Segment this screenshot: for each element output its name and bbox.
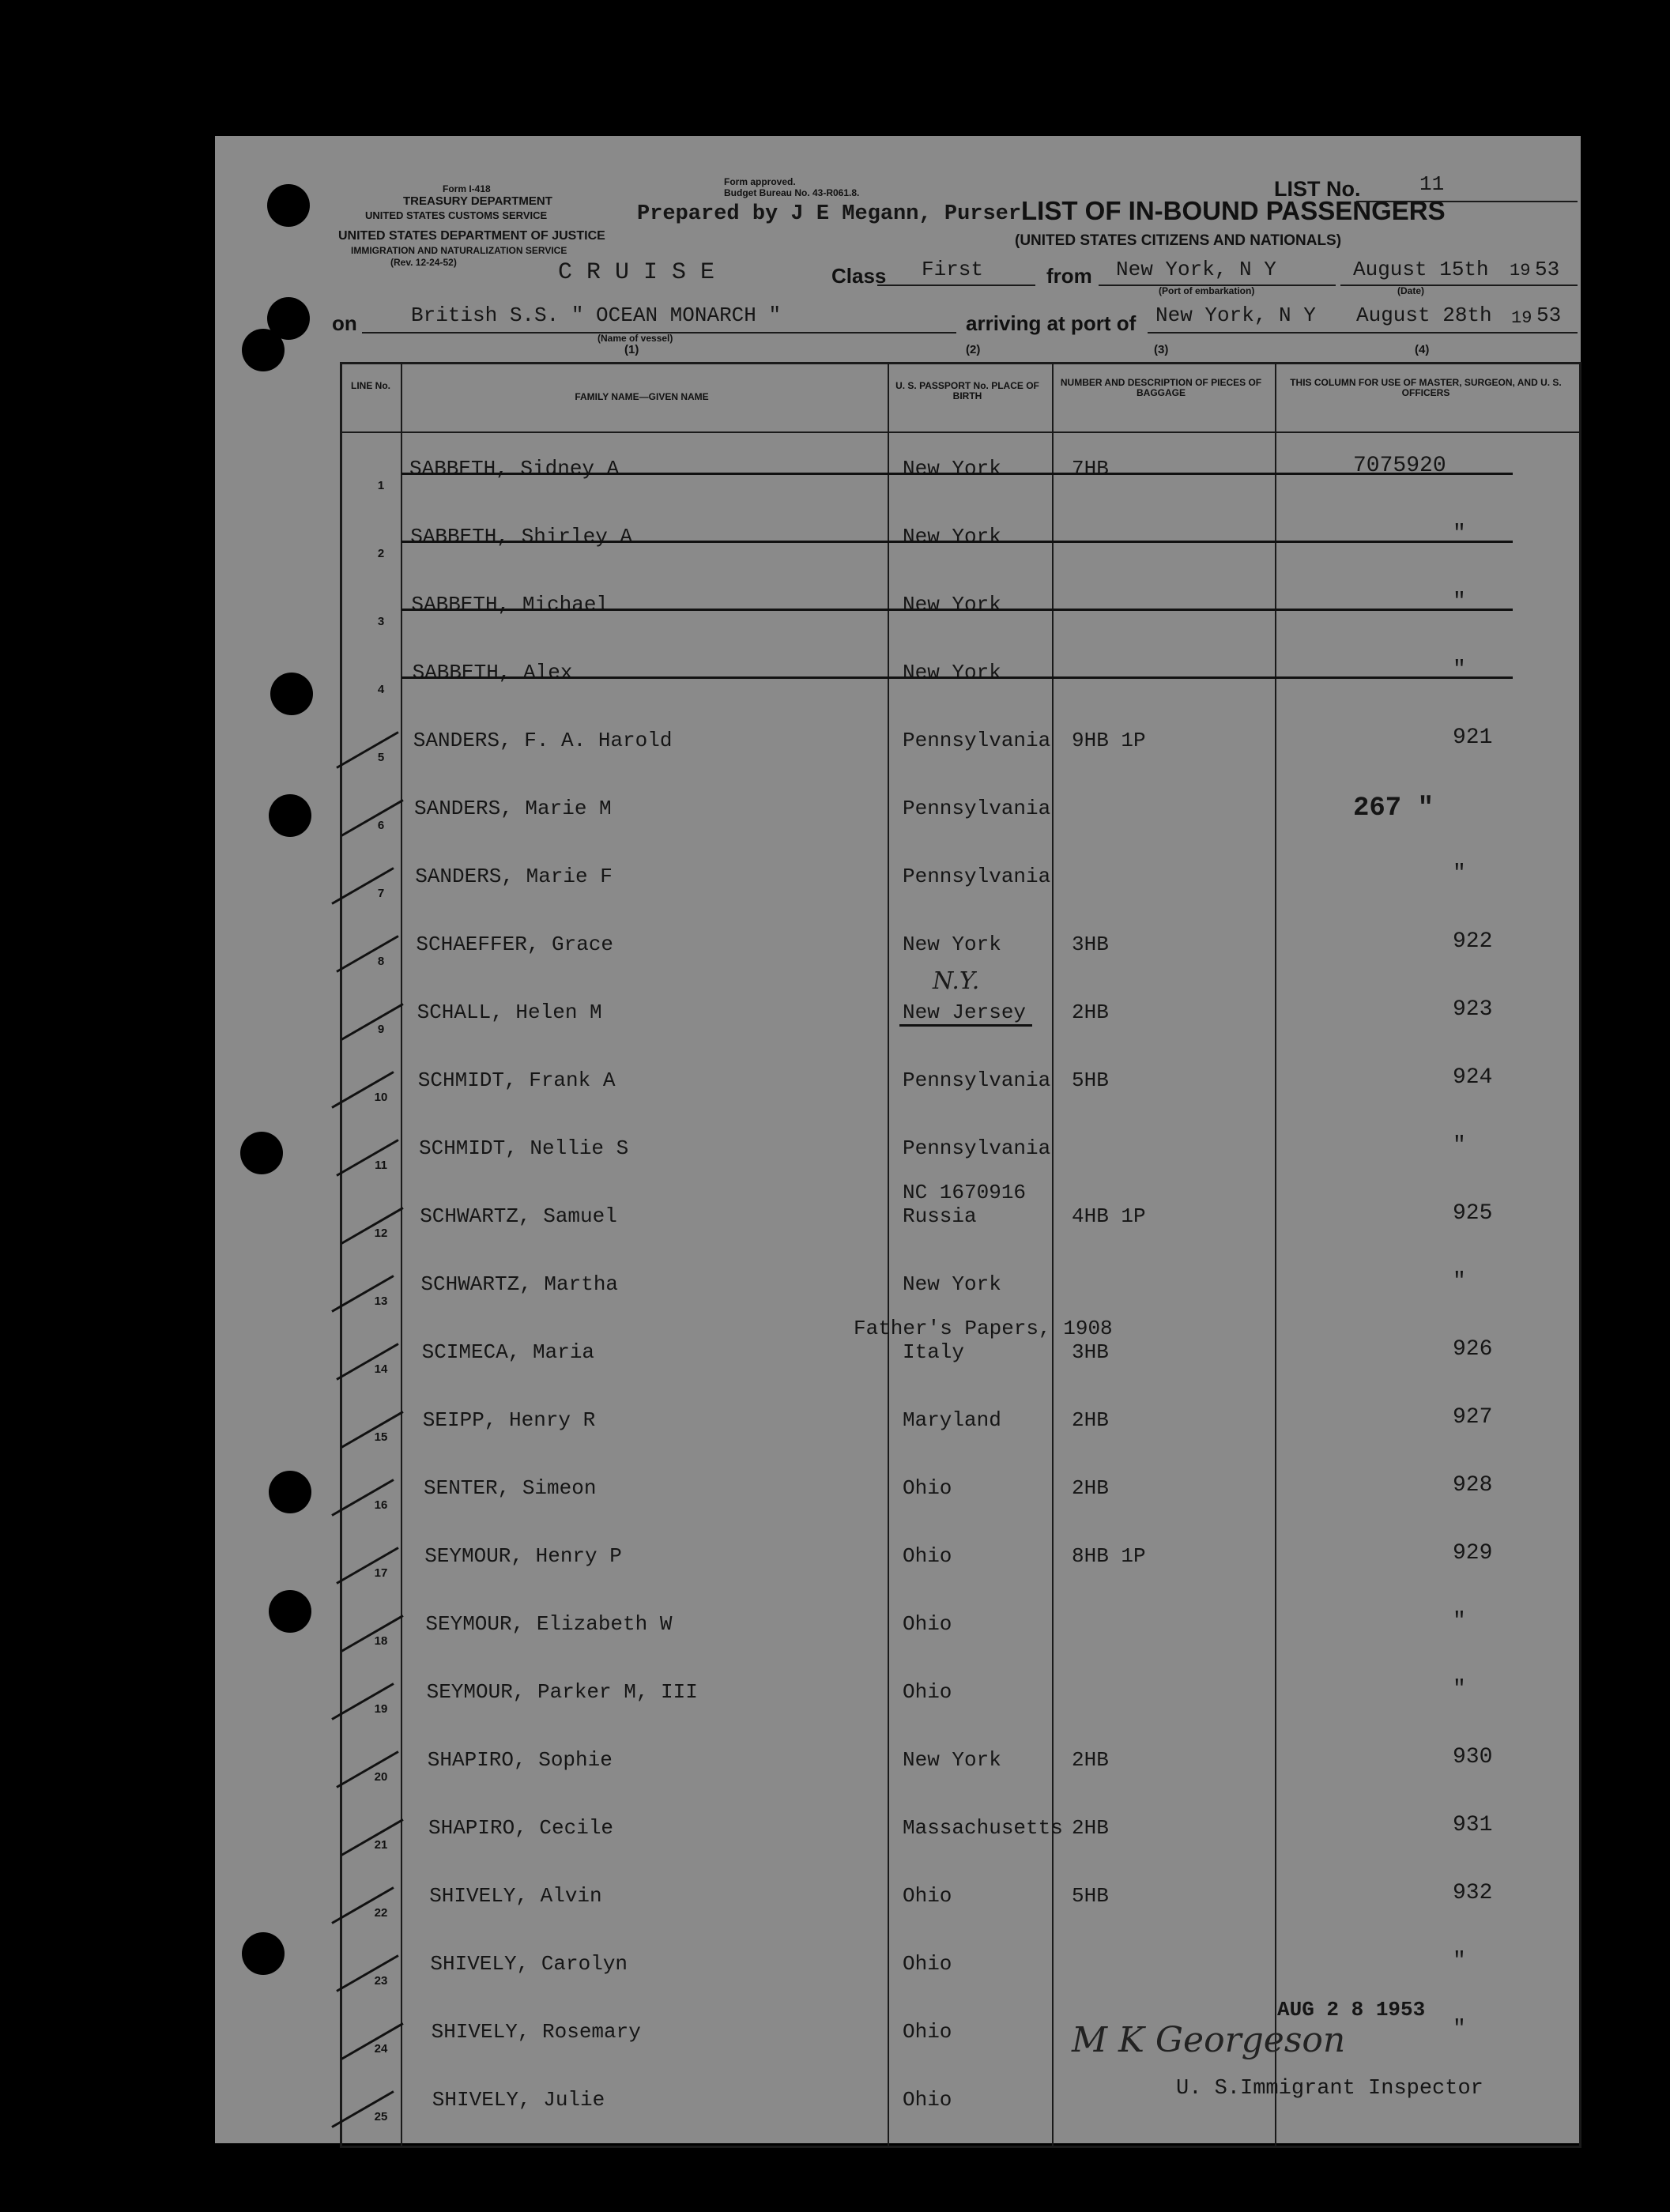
vessel-name: British S.S. " OCEAN MONARCH "	[411, 303, 782, 327]
column-mark-1: (1)	[624, 343, 639, 356]
passenger-name: SANDERS, F. A. Harold	[413, 729, 673, 752]
baggage: 3HB	[1072, 933, 1109, 956]
line-number: 16	[374, 1498, 388, 1512]
arrival-date: August 28th	[1356, 303, 1492, 327]
place-of-birth: Pennsylvania	[903, 865, 1051, 888]
arrival-line	[1148, 332, 1578, 333]
line-number: 7	[377, 887, 385, 900]
birthplace-correction: N.Y.	[933, 967, 980, 995]
passenger-name: SABBETH, Shirley A	[410, 525, 633, 548]
line-number: 4	[377, 683, 385, 696]
date-line	[1340, 285, 1578, 286]
col-divider	[888, 364, 889, 2146]
passenger-name: SENTER, Simeon	[424, 1476, 597, 1500]
place-of-birth: Ohio	[903, 1952, 952, 1976]
place-of-birth: Maryland	[903, 1408, 1001, 1432]
line-number: 11	[375, 1159, 387, 1172]
official-entry: 929	[1453, 1541, 1493, 1566]
passenger-name: SANDERS, Marie M	[414, 797, 612, 820]
immigration-service: IMMIGRATION AND NATURALIZATION SERVICE	[351, 245, 567, 256]
baggage: 8HB 1P	[1072, 1544, 1146, 1568]
customs-service: UNITED STATES CUSTOMS SERVICE	[365, 209, 548, 221]
passenger-name: SCHWARTZ, Samuel	[420, 1204, 617, 1228]
official-entry: 922	[1453, 929, 1493, 954]
line-number: 24	[374, 2042, 388, 2056]
place-of-birth: Pennsylvania	[903, 797, 1051, 820]
column-mark-2: (2)	[966, 343, 981, 356]
port-embarkation-caption: (Port of embarkation)	[1159, 285, 1255, 296]
row-strike	[401, 676, 1513, 679]
line-number: 17	[374, 1566, 388, 1580]
place-of-birth: Ohio	[903, 1884, 952, 1908]
official-entry: 928	[1453, 1473, 1493, 1498]
column-mark-3: (3)	[1154, 343, 1169, 356]
punch-hole	[242, 329, 285, 371]
header-officers-use: THIS COLUMN FOR USE OF MASTER, SURGEON, AND U. S. OFFICERS	[1290, 377, 1562, 398]
place-of-birth: New York	[903, 1748, 1001, 1772]
official-entry: 932	[1453, 1881, 1493, 1905]
arrival-year: 53	[1536, 303, 1562, 327]
passenger-table	[340, 362, 1581, 2148]
official-entry: "	[1453, 1269, 1466, 1294]
punch-hole	[269, 794, 311, 837]
line-number: 19	[374, 1702, 388, 1716]
class-line	[877, 285, 1035, 286]
official-entry: 927	[1453, 1405, 1493, 1430]
list-number: 11	[1419, 172, 1445, 196]
official-entry: "	[1453, 590, 1466, 614]
vessel-caption: (Name of vessel)	[598, 333, 673, 344]
punch-hole	[242, 1932, 285, 1975]
place-of-birth: Ohio	[903, 1544, 952, 1568]
place-of-birth: Pennsylvania	[903, 729, 1051, 752]
line-number: 6	[377, 819, 385, 832]
header-baggage: NUMBER AND DESCRIPTION OF PIECES OF BAGGAGE	[1060, 377, 1262, 398]
departure-port: New York, N Y	[1116, 258, 1276, 281]
line-number: 21	[374, 1838, 388, 1852]
official-entry: 921	[1453, 725, 1493, 750]
baggage: 4HB 1P	[1072, 1204, 1146, 1228]
treasury-department: TREASURY DEPARTMENT	[403, 194, 552, 208]
arrival-year-prefix: 19	[1511, 308, 1532, 328]
punch-hole	[269, 1590, 311, 1633]
header-family-name: FAMILY NAME—GIVEN NAME	[575, 391, 709, 402]
passport-number: Father's Papers, 1908	[854, 1317, 1113, 1340]
row-strike	[401, 541, 1513, 543]
departure-date: August 15th	[1353, 258, 1489, 281]
line-number: 5	[377, 751, 385, 764]
place-of-birth: Pennsylvania	[903, 1136, 1051, 1160]
birthplace-strike	[899, 1024, 1032, 1027]
place-of-birth: New York	[903, 525, 1001, 548]
baggage: 9HB 1P	[1072, 729, 1146, 752]
line-number: 14	[374, 1362, 388, 1376]
place-of-birth: New York	[903, 1272, 1001, 1296]
inspector-title: U. S.Immigrant Inspector	[1176, 2077, 1483, 2101]
official-entry: "	[1453, 1949, 1466, 1973]
line-number: 13	[374, 1294, 388, 1308]
official-entry: "	[1453, 1677, 1466, 1701]
place-of-birth: Massachusetts	[903, 1816, 1063, 1840]
document-title: LIST OF IN-BOUND PASSENGERS	[1021, 196, 1446, 225]
justice-department: UNITED STATES DEPARTMENT OF JUSTICE	[338, 229, 605, 243]
place-of-birth: Ohio	[903, 1612, 952, 1636]
place-of-birth: New York	[903, 457, 1001, 480]
place-of-birth: Russia	[903, 1204, 977, 1228]
arrival-port: New York, N Y	[1155, 303, 1316, 327]
place-of-birth: New York	[903, 661, 1001, 684]
passenger-name: SCHMIDT, Nellie S	[419, 1136, 629, 1160]
arriving-label: arriving at port of	[966, 311, 1137, 335]
line-number: 12	[374, 1227, 388, 1240]
row-strike	[401, 609, 1513, 611]
departure-year: 53	[1535, 258, 1560, 281]
punch-hole	[240, 1132, 283, 1174]
passenger-name: SCHWARTZ, Martha	[420, 1272, 619, 1296]
punch-hole	[270, 673, 313, 715]
punch-hole	[269, 1471, 311, 1513]
line-number: 23	[374, 1974, 388, 1988]
passenger-name: SEYMOUR, Parker M, III	[426, 1680, 698, 1704]
passenger-name: SCHAEFFER, Grace	[416, 933, 614, 956]
official-entry: "	[1453, 2017, 1466, 2041]
baggage: 7HB	[1072, 457, 1109, 480]
budget-bureau-number: Budget Bureau No. 43-R061.8.	[724, 187, 860, 198]
place-of-birth: Ohio	[903, 2088, 952, 2112]
passenger-name: SHAPIRO, Cecile	[428, 1816, 614, 1840]
header-passport-birthplace: U. S. PASSPORT No. PLACE OF BIRTH	[895, 380, 1039, 401]
line-number: 18	[374, 1634, 388, 1648]
passenger-name: SHIVELY, Carolyn	[430, 1952, 628, 1976]
baggage: 5HB	[1072, 1068, 1109, 1092]
line-number: 8	[377, 955, 385, 968]
place-of-birth: Italy	[903, 1340, 965, 1364]
place-of-birth: New York	[903, 593, 1001, 616]
inspector-signature: M K Georgeson	[1072, 2020, 1346, 2060]
official-entry: "	[1453, 861, 1466, 886]
official-entry: "	[1453, 658, 1466, 682]
official-entry: 931	[1453, 1813, 1493, 1837]
column-mark-4: (4)	[1415, 343, 1430, 356]
place-of-birth: Ohio	[903, 1680, 952, 1704]
passenger-name: SCHALL, Helen M	[417, 1000, 602, 1024]
col-divider	[401, 364, 402, 2146]
line-number: 2	[377, 547, 385, 560]
baggage: 2HB	[1072, 1476, 1109, 1500]
line-number: 15	[374, 1430, 388, 1444]
passenger-name: SEYMOUR, Henry P	[424, 1544, 622, 1568]
line-number: 10	[374, 1091, 388, 1104]
official-entry: 930	[1453, 1745, 1493, 1769]
official-entry: "	[1453, 1609, 1466, 1634]
col-divider	[1275, 364, 1276, 2146]
passenger-name: SHAPIRO, Sophie	[427, 1748, 613, 1772]
form-number: Form I-418	[443, 183, 491, 194]
line-number: 1	[377, 479, 385, 492]
list-number-line	[1356, 201, 1578, 202]
passenger-name: SABBETH, Michael	[411, 593, 609, 616]
passenger-name: SANDERS, Marie F	[415, 865, 613, 888]
official-entry: "	[1453, 1133, 1466, 1158]
class-label: Class	[831, 264, 887, 288]
row-strike	[401, 473, 1513, 475]
official-entry: 7075920	[1353, 454, 1446, 478]
official-entry: 923	[1453, 997, 1493, 1022]
official-entry: "	[1453, 522, 1466, 546]
passenger-name: SHIVELY, Alvin	[429, 1884, 602, 1908]
departure-year-prefix: 19	[1510, 261, 1531, 281]
punch-hole	[267, 184, 310, 227]
header-divider	[342, 431, 1579, 433]
cruise-label: C R U I S E	[558, 259, 715, 286]
list-number-label: LIST No.	[1274, 177, 1361, 201]
passenger-name: SCHMIDT, Frank A	[417, 1068, 616, 1092]
baggage: 3HB	[1072, 1340, 1109, 1364]
on-label: on	[332, 311, 357, 335]
place-of-birth: Pennsylvania	[903, 1068, 1051, 1092]
line-number: 3	[377, 615, 385, 628]
place-of-birth: Ohio	[903, 2020, 952, 2044]
prepared-by: Prepared by J E Megann, Purser	[637, 202, 1022, 226]
official-entry: 267 "	[1353, 793, 1434, 823]
received-date-stamp: AUG 2 8 1953	[1277, 1998, 1426, 2022]
from-label: from	[1046, 264, 1092, 288]
baggage: 5HB	[1072, 1884, 1109, 1908]
passenger-name: SCIMECA, Maria	[421, 1340, 595, 1364]
baggage: 2HB	[1072, 1000, 1109, 1024]
baggage: 2HB	[1072, 1816, 1109, 1840]
official-entry: 926	[1453, 1337, 1493, 1362]
header-line-no: LINE No.	[351, 380, 390, 391]
passenger-name: SEIPP, Henry R	[422, 1408, 596, 1432]
place-of-birth: New Jersey	[903, 1000, 1027, 1024]
official-entry: 924	[1453, 1065, 1493, 1090]
date-caption: (Date)	[1397, 285, 1425, 296]
passenger-name: SHIVELY, Rosemary	[431, 2020, 641, 2044]
passenger-name: SABBETH, Sidney A	[409, 457, 620, 480]
passport-number: NC 1670916	[903, 1181, 1027, 1204]
form-approved: Form approved.	[724, 176, 796, 187]
passenger-name: SABBETH, Alex	[412, 661, 573, 684]
class-value: First	[922, 258, 984, 281]
line-number: 9	[377, 1023, 385, 1036]
passenger-name: SHIVELY, Julie	[432, 2088, 605, 2112]
revision-date: (Rev. 12-24-52)	[390, 257, 457, 268]
baggage: 2HB	[1072, 1748, 1109, 1772]
place-of-birth: New York	[903, 933, 1001, 956]
place-of-birth: Ohio	[903, 1476, 952, 1500]
col-divider	[1052, 364, 1054, 2146]
line-number: 22	[374, 1906, 388, 1920]
official-entry: 925	[1453, 1201, 1493, 1226]
document-subtitle: (UNITED STATES CITIZENS AND NATIONALS)	[1015, 232, 1342, 249]
line-number: 25	[374, 2110, 388, 2123]
line-number: 20	[374, 1770, 388, 1784]
passenger-name: SEYMOUR, Elizabeth W	[425, 1612, 673, 1636]
baggage: 2HB	[1072, 1408, 1109, 1432]
